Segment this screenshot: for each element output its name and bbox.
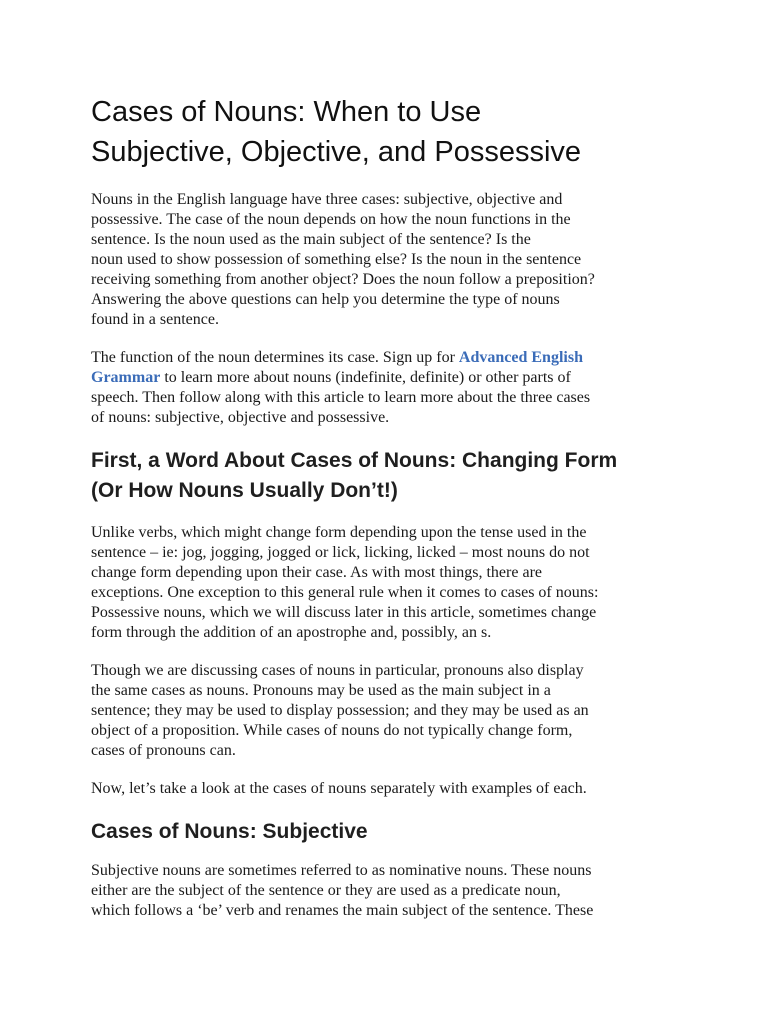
text-line: either are the subject of the sentence or they are used as a predicate noun, [91, 882, 561, 899]
text-line: found in a sentence. [91, 311, 219, 328]
pronouns-paragraph [91, 661, 691, 761]
text-line: Possessive nouns, which we will discuss later in this article, sometimes change [91, 604, 597, 621]
text-line: Nouns in the English language have three cases: subjective, objective and [91, 191, 563, 208]
text-line: which follows a ‘be’ verb and renames the main subject of the sentence. These [91, 902, 594, 919]
section-heading-changing-form [91, 446, 691, 506]
heading-line: First, a Word About Cases of Nouns: Changing Form [91, 449, 618, 472]
advanced-english-grammar-link[interactable]: Advanced English [458, 349, 583, 366]
function-paragraph [91, 348, 691, 428]
text-line: Though we are discussing cases of nouns in particular, pronouns also display [91, 662, 584, 679]
intro-paragraph [91, 190, 691, 330]
text-line: the same cases as nouns. Pronouns may be used as the main subject in a [91, 682, 551, 699]
text-line: sentence. Is the noun used as the main subject of the sentence? Is the [91, 231, 531, 248]
text-line: receiving something from another object? Does the noun follow a preposition? [91, 271, 595, 288]
text-line: Now, let’s take a look at the cases of nouns separately with examples of each. [91, 780, 587, 797]
text-line: cases of pronouns can. [91, 742, 236, 759]
text-line: sentence; they may be used to display possession; and they may be used as an [91, 702, 589, 719]
title-line: Subjective, Objective, and Possessive [91, 136, 582, 168]
text-segment: The function of the noun determines its case. Sign up for [91, 349, 459, 366]
document-page [91, 92, 691, 939]
text-line [91, 348, 691, 368]
text-line: form through the addition of an apostrophe and, possibly, an s. [91, 624, 492, 641]
text-line: object of a proposition. While cases of nouns do not typically change form, [91, 722, 573, 739]
text-line: possessive. The case of the noun depends on how the noun functions in the [91, 211, 571, 228]
verbs-paragraph [91, 523, 691, 643]
text-line: speech. Then follow along with this article to learn more about the three cases [91, 389, 591, 406]
text-line: noun used to show possession of something else? Is the noun in the sentence [91, 251, 582, 268]
section-heading-subjective: Cases of Nouns: Subjective [91, 820, 368, 843]
text-line: exceptions. One exception to this general rule when it comes to cases of nouns: [91, 584, 599, 601]
text-line: Unlike verbs, which might change form depending upon the tense used in the [91, 524, 587, 541]
text-line [91, 368, 691, 388]
text-line: Subjective nouns are sometimes referred to as nominative nouns. These nouns [91, 862, 592, 879]
transition-paragraph [91, 779, 691, 799]
heading-line: (Or How Nouns Usually Don’t!) [91, 479, 398, 502]
text-line: Answering the above questions can help you determine the type of nouns [91, 291, 560, 308]
text-line: change form depending upon their case. As with most things, there are [91, 564, 542, 581]
text-line: sentence – ie: jog, jogging, jogged or lick, licking, licked – most nouns do not [91, 544, 590, 561]
subjective-paragraph [91, 861, 691, 921]
advanced-english-grammar-link[interactable]: Grammar [91, 369, 161, 386]
page-title [91, 92, 691, 172]
title-line: Cases of Nouns: When to Use [91, 96, 482, 128]
text-line: of nouns: subjective, objective and possessive. [91, 409, 390, 426]
text-segment: to learn more about nouns (indefinite, definite) or other parts of [160, 369, 571, 386]
